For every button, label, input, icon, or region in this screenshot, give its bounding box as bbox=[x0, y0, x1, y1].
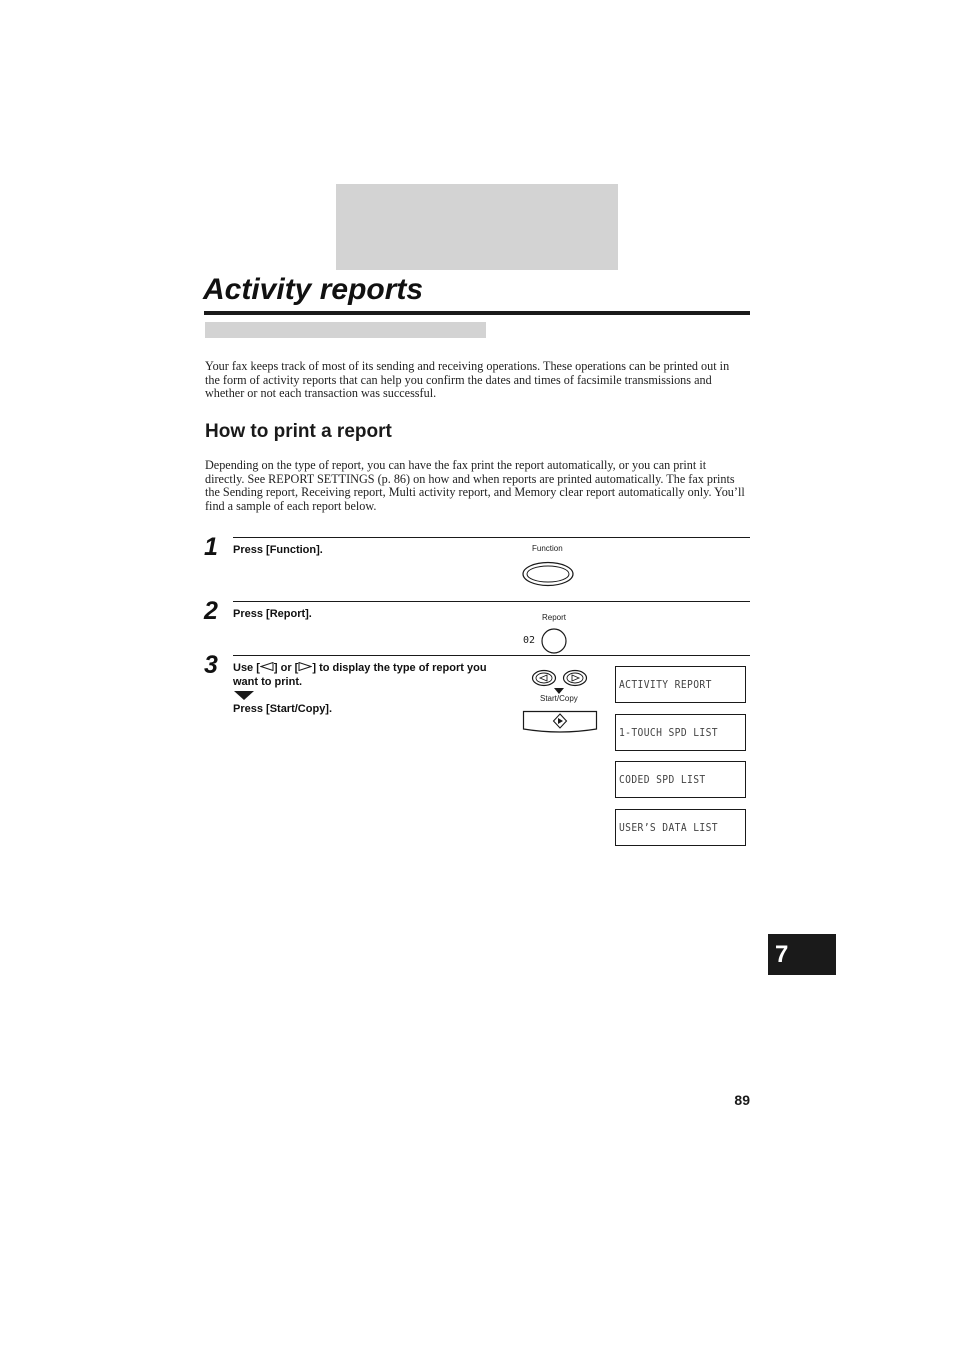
report-key-code: 02 bbox=[523, 635, 536, 646]
step-1-text: Press [Function]. bbox=[233, 544, 323, 556]
report-button-label: Report bbox=[542, 613, 567, 622]
down-triangle-icon bbox=[234, 691, 254, 700]
function-button-icon bbox=[521, 560, 575, 588]
lcd-text: 1-TOUCH SPD LIST bbox=[619, 726, 718, 739]
report-button-icon bbox=[540, 627, 568, 655]
step-1-number: 1 bbox=[204, 533, 218, 561]
step-3-number: 3 bbox=[204, 651, 218, 679]
section-paragraph: Depending on the type of report, you can have the fax print the report automatically, or you can print it directly. See REPORT SETTINGS (p. 86) on how and when reports are printed automatically. The fax prints the Sending report, Receiving report, Multi activity report, and Memory clear report automatically only. You’ll find a sample of each report below. bbox=[205, 458, 745, 513]
step-3-text-2: Press [Start/Copy]. bbox=[233, 703, 333, 715]
lcd-display-activity-report bbox=[615, 666, 746, 703]
lcd-text: CODED SPD LIST bbox=[619, 773, 706, 786]
step-3-rule bbox=[233, 655, 750, 656]
lcd-display-users-data-list bbox=[615, 809, 746, 846]
start-copy-button-icon bbox=[522, 710, 598, 735]
step-3-text-b: ] or [ bbox=[273, 662, 299, 674]
intro-paragraph: Your fax keeps track of most of its sending and receiving operations. These operations can be printed out in the form of activity reports that can help you confirm the dates and times of facsimile transmissions and whether or not each transaction was successful. bbox=[205, 359, 730, 401]
lcd-display-coded-list bbox=[615, 761, 746, 798]
step-2-rule bbox=[233, 601, 750, 602]
lcd-text: USER’S DATA LIST bbox=[619, 821, 718, 834]
title-rule bbox=[204, 311, 750, 315]
right-arrow-icon bbox=[298, 662, 312, 671]
function-button-label: Function bbox=[532, 544, 563, 553]
chapter-tab: 7 bbox=[768, 934, 836, 975]
step-3-text bbox=[233, 661, 503, 689]
step-3-text-a: Use [ bbox=[233, 662, 260, 674]
step-2-text: Press [Report]. bbox=[233, 608, 312, 620]
page-number: 89 bbox=[734, 1092, 750, 1108]
lcd-text: ACTIVITY REPORT bbox=[619, 678, 712, 691]
left-arrow-icon bbox=[260, 662, 274, 671]
step-2-number: 2 bbox=[204, 597, 218, 625]
subtitle-bar bbox=[205, 322, 486, 338]
arrow-keys-icon bbox=[531, 669, 589, 687]
header-graphic bbox=[336, 184, 618, 270]
lcd-display-1touch-list bbox=[615, 714, 746, 751]
section-heading: How to print a report bbox=[205, 421, 392, 442]
step-3-text-c: ] to display the type of report you want to print. bbox=[233, 662, 487, 688]
start-copy-label: Start/Copy bbox=[540, 694, 578, 703]
page-title: Activity reports bbox=[203, 273, 424, 306]
step-1-rule bbox=[233, 537, 750, 538]
